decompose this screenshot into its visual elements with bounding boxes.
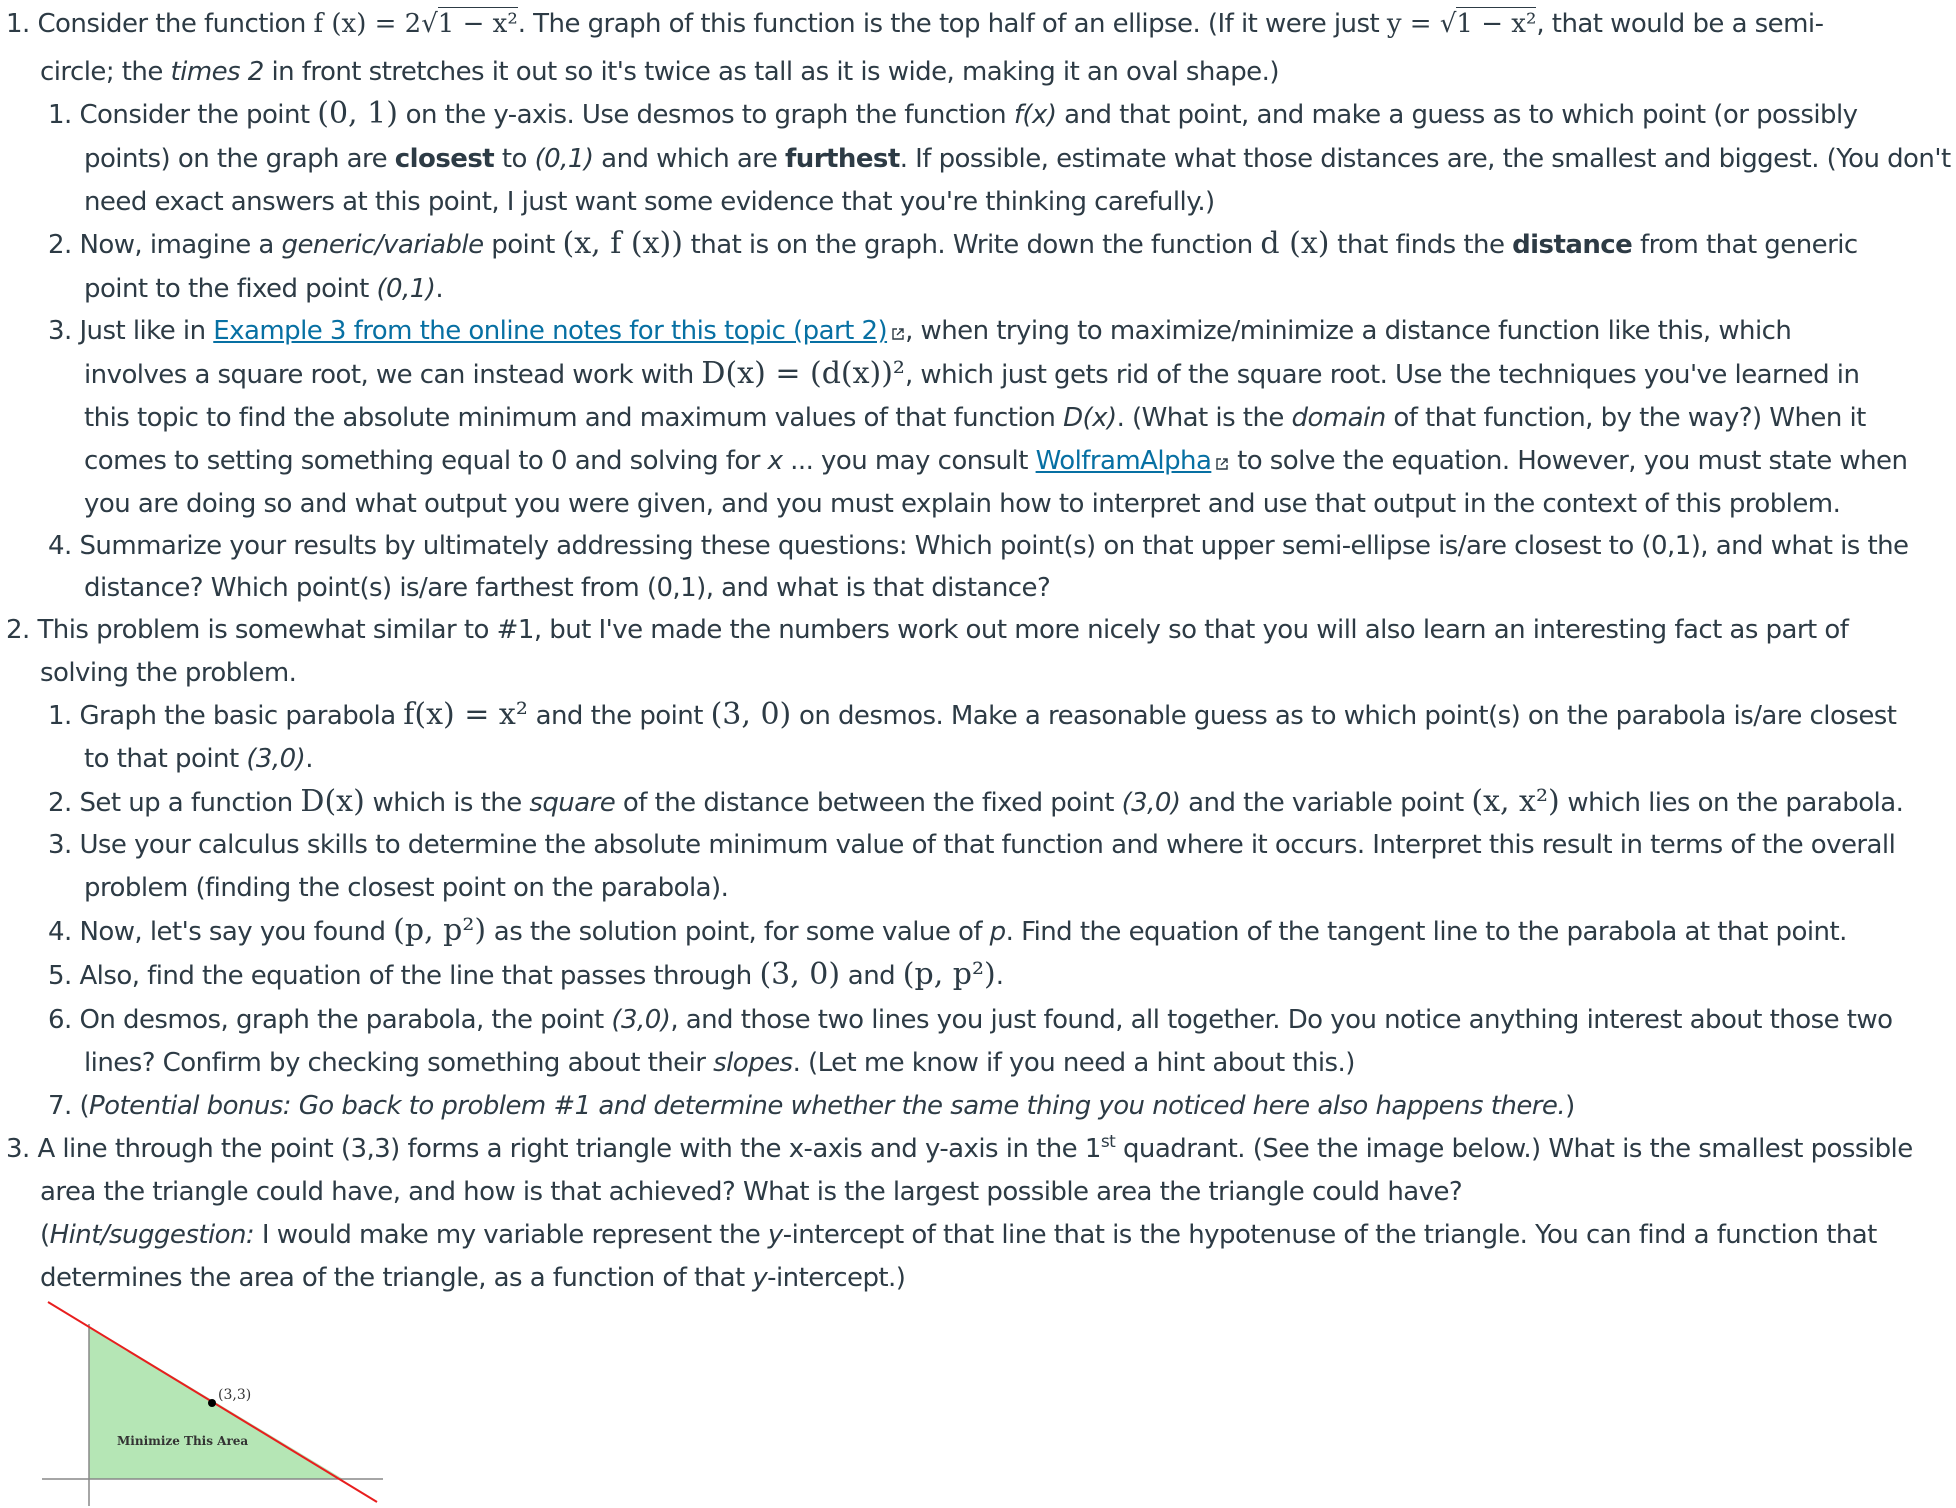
problem-1-3-line-2: involves a square root, we can instead work with D(x) = (d(x))², which just gets rid of the square root. Use the techniques you've learned in: [84, 356, 1860, 391]
problem-1-3-line-3: this topic to find the absolute minimum and maximum values of that function D(x). (What is the domain of that function, by the way?) When it: [84, 403, 1866, 433]
wolframalpha-link[interactable]: WolframAlpha: [1035, 446, 1212, 476]
problem-1-1-line-2: points) on the graph are closest to (0,1) and which are furthest. If possible, estimate what those distances are, the smallest and biggest. (You don't: [84, 144, 1951, 174]
problem-1-3-line-4: comes to setting something equal to 0 and solving for x ... you may consult WolframAlpha to solve the equation. However, you must state when: [84, 441, 1907, 483]
problem-2-7-line-1: 7. (Potential bonus: Go back to problem #1 and determine whether the same thing you noticed here also happens there.): [48, 1091, 1575, 1121]
problem-3-line-1: 3. A line through the point (3,3) forms a right triangle with the x-axis and y-axis in the 1st quadrant. (See the image below.) What is the smallest possible: [6, 1132, 1913, 1164]
problem-2-3-line-2: problem (finding the closest point on the parabola).: [84, 873, 729, 903]
function-definition: f (x) = 2√1 − x²: [313, 9, 518, 39]
area-label: Minimize This Area: [117, 1434, 249, 1448]
point-3-3: [208, 1399, 216, 1407]
problem-2-1-line-2: to that point (3,0).: [84, 744, 313, 774]
external-link-icon: [1215, 443, 1229, 483]
point-label: (3,3): [218, 1387, 252, 1403]
problem-2-line-2: solving the problem.: [40, 658, 297, 688]
problem-1-3-line-5: you are doing so and what output you were given, and you must explain how to interpret and use that output in the context of this problem.: [84, 489, 1841, 519]
problem-1-4-line-2: distance? Which point(s) is/are farthest from (0,1), and what is that distance?: [84, 573, 1051, 603]
problem-1-4-line-1: 4. Summarize your results by ultimately addressing these questions: Which point(s) on that upper semi-ellipse is/are closest to (0,1), and what is the: [48, 531, 1909, 561]
problem-1-line-2: circle; the times 2 in front stretches it out so it's twice as tall as it is wide, making it an oval shape.): [40, 57, 1279, 87]
problem-1-1-line-3: need exact answers at this point, I just want some evidence that you're thinking carefully.): [84, 187, 1215, 217]
problem-2-1-line-1: 1. Graph the basic parabola f(x) = x² and the point (3, 0) on desmos. Make a reasonable guess as to which point(s) on the parabola is/are closest: [48, 697, 1897, 732]
problem-2-6-line-2: lines? Confirm by checking something about their slopes. (Let me know if you need a hint about this.): [84, 1048, 1355, 1078]
problem-3-line-3: (Hint/suggestion: I would make my variable represent the y-intercept of that line that is the hypotenuse of the triangle. You can find a function that: [40, 1220, 1877, 1250]
problem-1-1-line-1: 1. Consider the point (0, 1) on the y-axis. Use desmos to graph the function f(x) and that point, and make a guess as to which point (or possibly: [48, 96, 1858, 131]
problem-1-3-line-1: 3. Just like in Example 3 from the online notes for this topic (part 2) , when trying to maximize/minimize a distance function like this, which: [48, 311, 1791, 353]
external-link-icon: [891, 313, 905, 353]
problem-1-2-line-1: 2. Now, imagine a generic/variable point (x, f (x)) that is on the graph. Write down the function d (x) that finds the distance from that generic: [48, 226, 1858, 261]
triangle-figure: [38, 1298, 388, 1508]
problem-2-4-line-1: 4. Now, let's say you found (p, p²) as the solution point, for some value of p. Find the equation of the tangent line to the parabola at that point.: [48, 913, 1847, 948]
problem-3-line-4: determines the area of the triangle, as a function of that y-intercept.): [40, 1263, 906, 1293]
problem-1-2-line-2: point to the fixed point (0,1).: [84, 274, 444, 304]
problem-3-line-2: area the triangle could have, and how is that achieved? What is the largest possible area the triangle could have?: [40, 1177, 1463, 1207]
problem-2-5-line-1: 5. Also, find the equation of the line that passes through (3, 0) and (p, p²).: [48, 957, 1004, 992]
problem-2-3-line-1: 3. Use your calculus skills to determine the absolute minimum value of that function and where it occurs. Interpret this result in terms of the overall: [48, 830, 1896, 860]
online-notes-link[interactable]: Example 3 from the online notes for this topic (part 2): [213, 316, 888, 346]
problem-2-2-line-1: 2. Set up a function D(x) which is the square of the distance between the fixed point (3,0) and the variable point (x, x²) which lies on the parabola.: [48, 784, 1904, 819]
problem-2-6-line-1: 6. On desmos, graph the parabola, the point (3,0), and those two lines you just found, all together. Do you notice anything interest about those two: [48, 1005, 1893, 1035]
problem-2-line-1: 2. This problem is somewhat similar to #1, but I've made the numbers work out more nicely so that you will also learn an interesting fact as part of: [6, 615, 1849, 645]
semicircle-equation: y = √1 − x²: [1386, 9, 1537, 39]
problem-1-line-1: 1. Consider the function f (x) = 2√1 − x². The graph of this function is the top half of an ellipse. (If it were just y = √1 − x², that would be a semi-: [6, 9, 1824, 39]
